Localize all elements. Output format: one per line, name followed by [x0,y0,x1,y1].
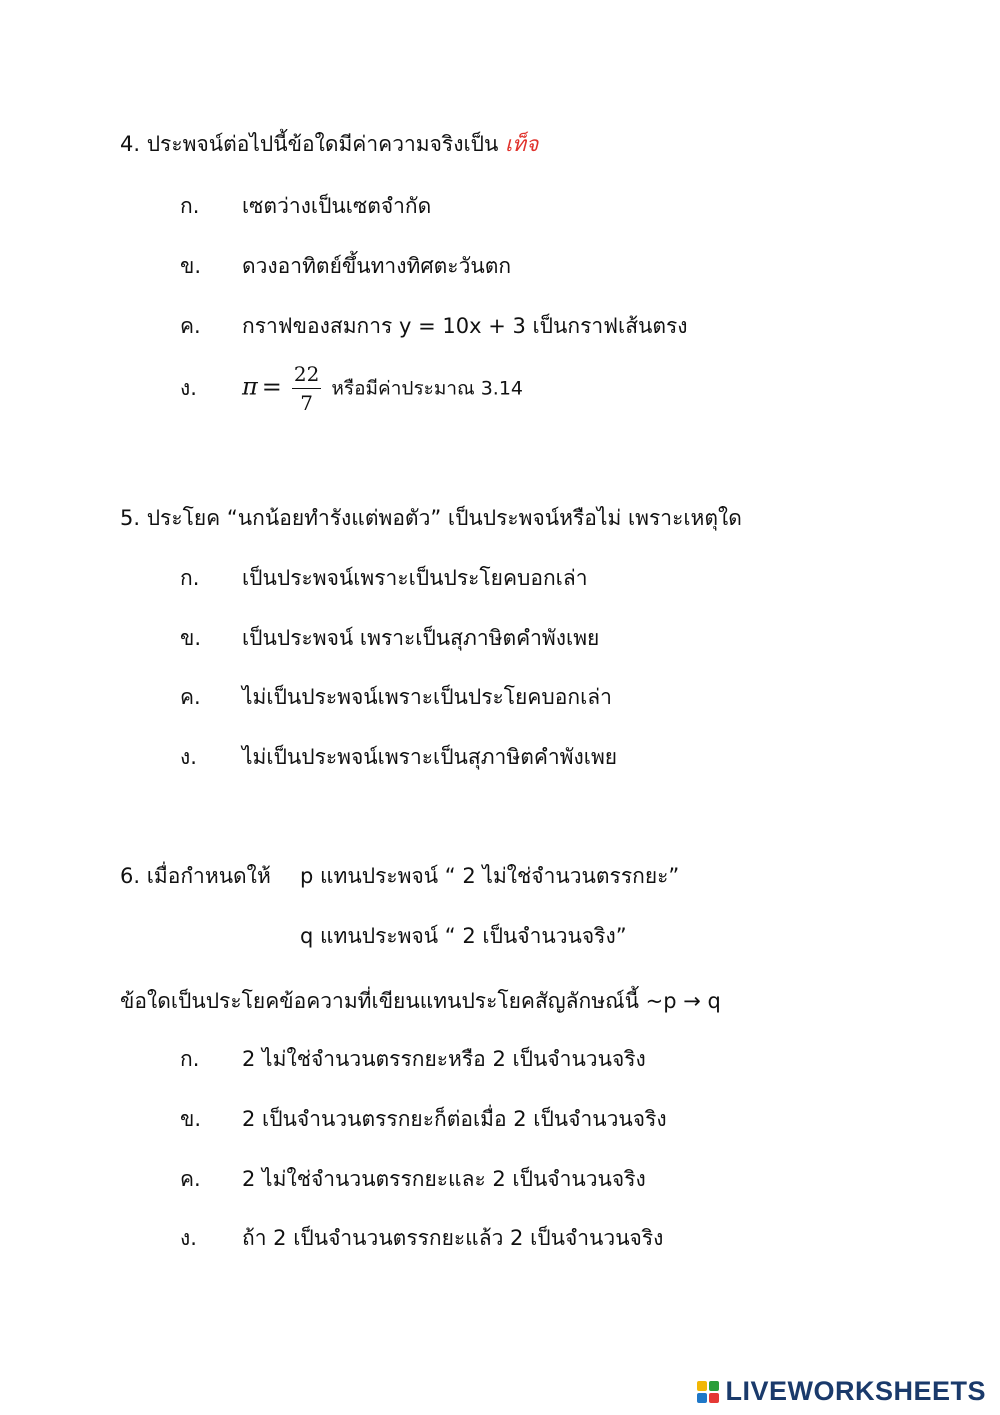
q5-option-d[interactable] [180,741,617,774]
question-5 [120,502,742,535]
option-text: ดวงอาทิตย์ขึ้นทางทิศตะวันตก [242,254,512,278]
question-4-emphasis: เท็จ [505,132,539,156]
q5-option-b[interactable] [180,622,599,655]
option-letter: ค. [180,1167,201,1191]
option-letter: ง. [180,375,197,400]
option-letter: ก. [180,566,200,590]
question-6-prompt-text: ข้อใดเป็นประโยคข้อความที่เขียนแทนประโยคสัญลักษณ์นี้ ~p → q [120,989,721,1013]
q6-option-c[interactable] [180,1163,646,1196]
question-4 [120,128,538,161]
option-letter: ค. [180,314,201,338]
question-6-line-1 [120,860,271,893]
fraction [292,362,321,415]
q4-option-b[interactable] [180,250,511,283]
option-text: เป็นประพจน์เพราะเป็นประโยคบอกเล่า [242,566,588,590]
q5-option-a[interactable] [180,562,588,595]
option-letter: ข. [180,254,202,278]
pi-symbol: π [242,372,258,401]
option-text: เป็นประพจน์ เพราะเป็นสุภาษิตคำพังเพย [242,626,600,650]
q4-option-a[interactable] [180,190,431,223]
question-6-p-definition [300,860,679,893]
option-text: เซตว่างเป็นเซตจำกัด [242,194,432,218]
logo-square [709,1381,719,1391]
q-definition-text: q แทนประพจน์ “ 2 เป็นจำนวนจริง” [300,924,627,948]
question-6-prefix: 6. เมื่อกำหนดให้ [120,864,271,888]
option-text: 2 ไม่ใช่จำนวนตรรกยะและ 2 เป็นจำนวนจริง [242,1167,646,1191]
option-letter: ก. [180,194,200,218]
option-text: หรือมีค่าประมาณ 3.14 [331,377,524,400]
logo-grid-icon [697,1381,719,1403]
option-letter: ง. [180,745,197,769]
fraction-denominator: 7 [300,391,313,415]
logo-square [697,1381,707,1391]
option-text: กราฟของสมการ y = 10x + 3 เป็นกราฟเส้นตรง [242,314,688,338]
question-6-prompt [120,985,721,1018]
option-text: ไม่เป็นประพจน์เพราะเป็นประโยคบอกเล่า [242,685,612,709]
fraction-numerator: 22 [292,362,321,389]
option-letter: ก. [180,1047,200,1071]
equals-sign: = [261,372,282,401]
liveworksheets-logo[interactable] [697,1376,986,1407]
logo-square [697,1393,707,1403]
question-6-q-definition [300,920,627,953]
p-definition-text: p แทนประพจน์ “ 2 ไม่ใช่จำนวนตรรกยะ” [300,864,680,888]
option-text: 2 ไม่ใช่จำนวนตรรกยะหรือ 2 เป็นจำนวนจริง [242,1047,646,1071]
q6-option-b[interactable] [180,1103,667,1136]
q4-option-c[interactable] [180,310,688,343]
logo-text: LIVEWORKSHEETS [725,1376,986,1406]
logo-square [709,1393,719,1403]
option-letter: ง. [180,1226,197,1250]
question-5-text: 5. ประโยค “นกน้อยทำรังแต่พอตัว” เป็นประพจน์หรือไม่ เพราะเหตุใด [120,506,742,530]
option-text: 2 เป็นจำนวนตรรกยะก็ต่อเมื่อ 2 เป็นจำนวนจริง [242,1107,667,1131]
option-letter: ข. [180,626,202,650]
question-4-text: 4. ประพจน์ต่อไปนี้ข้อใดมีค่าความจริงเป็น [120,132,505,156]
q5-option-c[interactable] [180,681,612,714]
option-text: ถ้า 2 เป็นจำนวนตรรกยะแล้ว 2 เป็นจำนวนจริง [242,1226,664,1250]
q6-option-a[interactable] [180,1043,646,1076]
option-text: ไม่เป็นประพจน์เพราะเป็นสุภาษิตคำพังเพย [242,745,618,769]
option-letter: ค. [180,685,201,709]
q4-option-d[interactable] [180,362,523,415]
option-letter: ข. [180,1107,202,1131]
q6-option-d[interactable] [180,1222,663,1255]
